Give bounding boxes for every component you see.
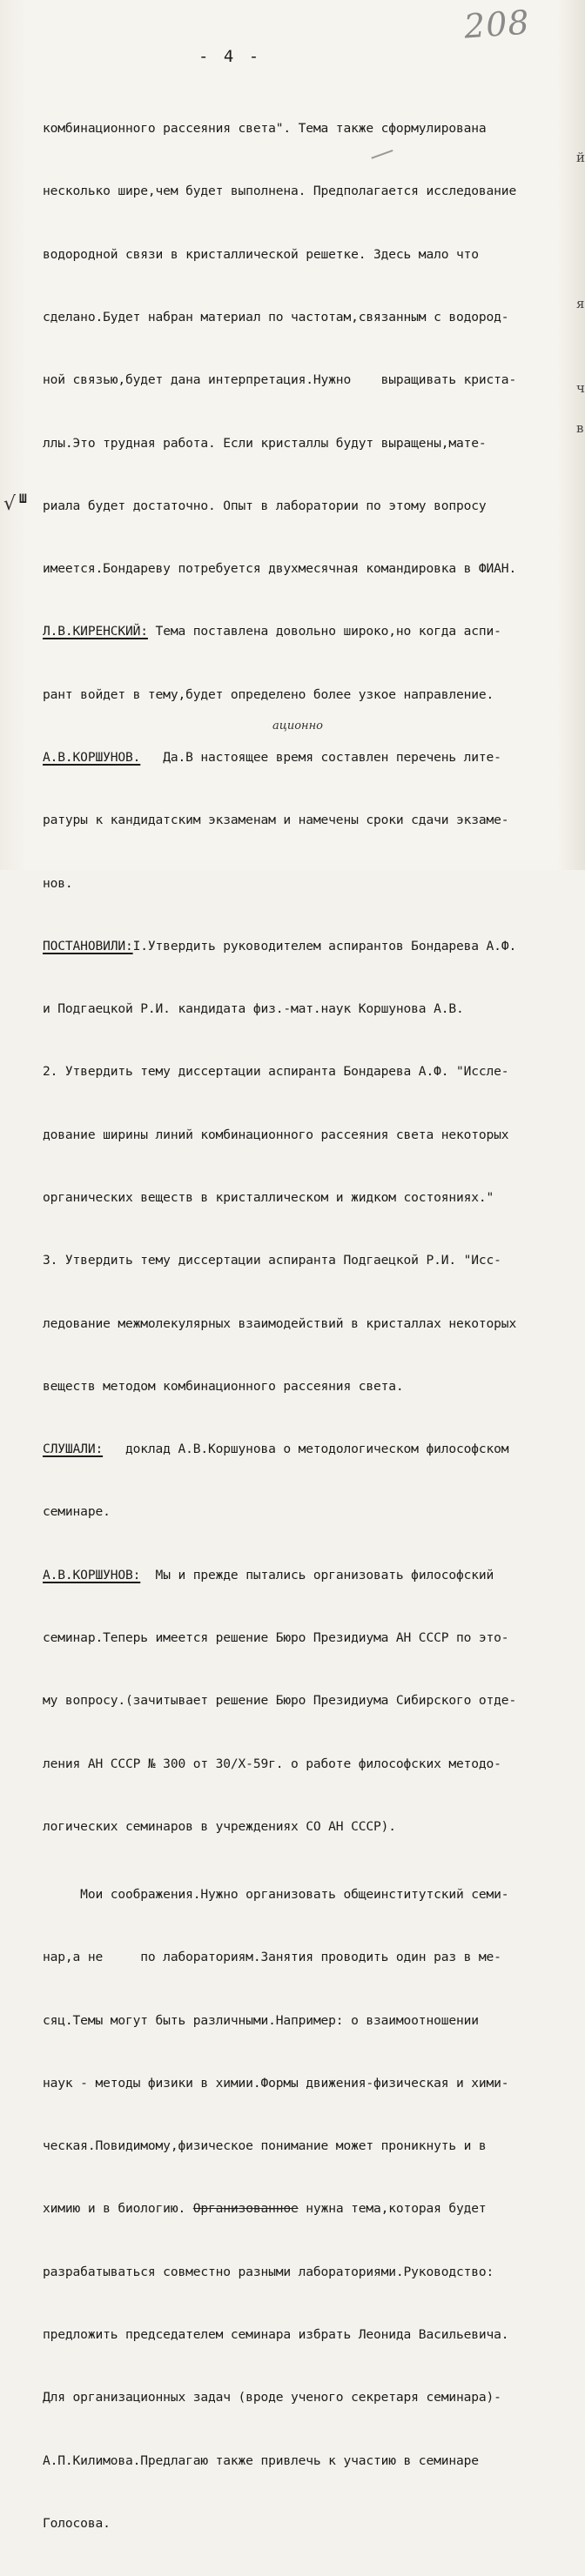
speaker-name: А.В.КОРШУНОВ: xyxy=(43,1567,141,1582)
text-line: сяц.Темы могут быть различными.Например: о взаимоотношении xyxy=(43,2012,479,2028)
text-line: дование ширины линий комбинационного рассеяния света некоторых xyxy=(43,1127,509,1142)
text-line: ления АН СССР № 300 от 30/Х-59г. о работе философских методо- xyxy=(43,1756,501,1771)
text-line: сделано.Будет набран материал по частотам,связанным с водород- xyxy=(43,310,509,325)
typed-page-marker: - 4 - xyxy=(198,47,262,66)
text-line: 3. Утвердить тему диссертации аспиранта Подгаецкой Р.И. "Исс- xyxy=(43,1253,501,1268)
text-line: наук - методы физики в химии.Формы движения-физическая и хими- xyxy=(43,2075,509,2091)
text-line: Голосова. xyxy=(43,2515,111,2531)
text-line: ратуры к кандидатским экзаменам и намечены сроки сдачи экзаме- xyxy=(43,813,509,828)
speaker-name: А.В.КОРШУНОВ. xyxy=(43,750,141,765)
text-line: веществ методом комбинационного рассеяния света. xyxy=(43,1378,404,1394)
section-label: ПОСТАНОВИЛИ: xyxy=(43,938,133,953)
section-label: СЛУШАЛИ: xyxy=(43,1442,104,1457)
speaker-text: Тема поставлена довольно широко,но когда аспи- xyxy=(147,624,501,639)
text-line: семинар.Теперь имеется решение Бюро Президиума АН СССР по это- xyxy=(43,1629,509,1645)
text-segment: нужна тема,которая будет xyxy=(298,2201,487,2217)
text-line xyxy=(43,747,582,768)
speaker-text: Да.В настоящее время составлен перечень лите- xyxy=(140,750,501,765)
text-line: рант войдет в тему,будет определено более узкое направление. xyxy=(43,686,494,702)
right-margin-fragment: в xyxy=(576,420,584,436)
text-line: 2. Утвердить тему диссертации аспиранта Бондарева А.Ф. "Иссле- xyxy=(43,1064,509,1080)
section-text: доклад А.В.Коршунова о методологическом философском xyxy=(103,1442,509,1457)
margin-roman-numeral: Ш xyxy=(19,492,27,506)
speaker-name: Л.В.КИРЕНСКИЙ: xyxy=(43,624,148,639)
text-line: нар,а не по лабораториям.Занятия проводить один раз в ме- xyxy=(43,1950,501,1965)
text-line: водородной связи в кристаллической решетке. Здесь мало что xyxy=(43,246,479,262)
text-line: ледование межмолекулярных взаимодействий в кристаллах некоторых xyxy=(43,1315,517,1331)
text-line: ной связью,будет дана интерпретация.Нужно выращивать криста- xyxy=(43,372,517,388)
text-line: семинаре. xyxy=(43,1504,111,1520)
speaker-text: Мы и прежде пытались организовать философский xyxy=(140,1567,494,1582)
text-line: комбинационного рассеяния света". Тема также сформулирована xyxy=(43,121,487,137)
text-line xyxy=(43,936,582,957)
right-margin-fragment: я xyxy=(576,296,585,311)
text-line: му вопросу.(зачитывает решение Бюро Президиума Сибирского отде- xyxy=(43,1693,517,1709)
text-line: логических семинаров в учреждениях СО АН СССР). xyxy=(43,1818,396,1834)
handwritten-insertion: ационно xyxy=(272,719,323,733)
text-line: Для организационных задач (вроде ученого секретаря семинара)- xyxy=(43,2390,501,2405)
text-line: риала будет достаточно. Опыт в лаборатории по этому вопросу xyxy=(43,498,487,513)
text-line: предложить председателем семинара избрать Леонида Васильевича. xyxy=(43,2327,509,2343)
handwritten-page-number: 208 xyxy=(462,3,531,46)
text-line xyxy=(43,1565,582,1586)
text-line: органических веществ в кристаллическом и жидком состояниях." xyxy=(43,1189,494,1205)
section-text: I.Утвердить руководителем аспирантов Бондарева А.Ф. xyxy=(132,938,517,953)
right-margin-fragment: ч xyxy=(576,380,585,396)
text-line xyxy=(43,621,582,642)
margin-check-mark: √ xyxy=(3,493,17,515)
text-line: ллы.Это трудная работа. Если кристаллы будут выращены,мате- xyxy=(43,435,487,451)
text-line: несколько шире,чем будет выполнена. Предполагается исследование xyxy=(43,184,517,199)
struck-word: Организованное xyxy=(192,2201,299,2217)
text-segment: химию и в биологию. xyxy=(43,2201,193,2217)
text-line: и Подгаецкой Р.И. кандидата физ.-мат.наук Коршунова А.В. xyxy=(43,1001,464,1017)
text-line: А.П.Килимова.Предлагаю также привлечь к участию в семинаре xyxy=(43,2452,479,2468)
typed-body-text xyxy=(43,77,585,2576)
text-line: имеется.Бондареву потребуется двухмесячная командировка в ФИАН. xyxy=(43,561,517,577)
text-line: нов. xyxy=(43,875,73,891)
text-line: разрабатываться совместно разными лабораториями.Руководство: xyxy=(43,2264,494,2279)
right-margin-fragment: й xyxy=(576,150,585,165)
text-line xyxy=(43,2198,582,2219)
text-line: Мои соображения.Нужно организовать общеинститутский семи- xyxy=(43,1887,509,1903)
text-line: ческая.Повидимому,физическое понимание может проникнуть и в xyxy=(43,2138,487,2154)
text-line xyxy=(43,1439,582,1460)
